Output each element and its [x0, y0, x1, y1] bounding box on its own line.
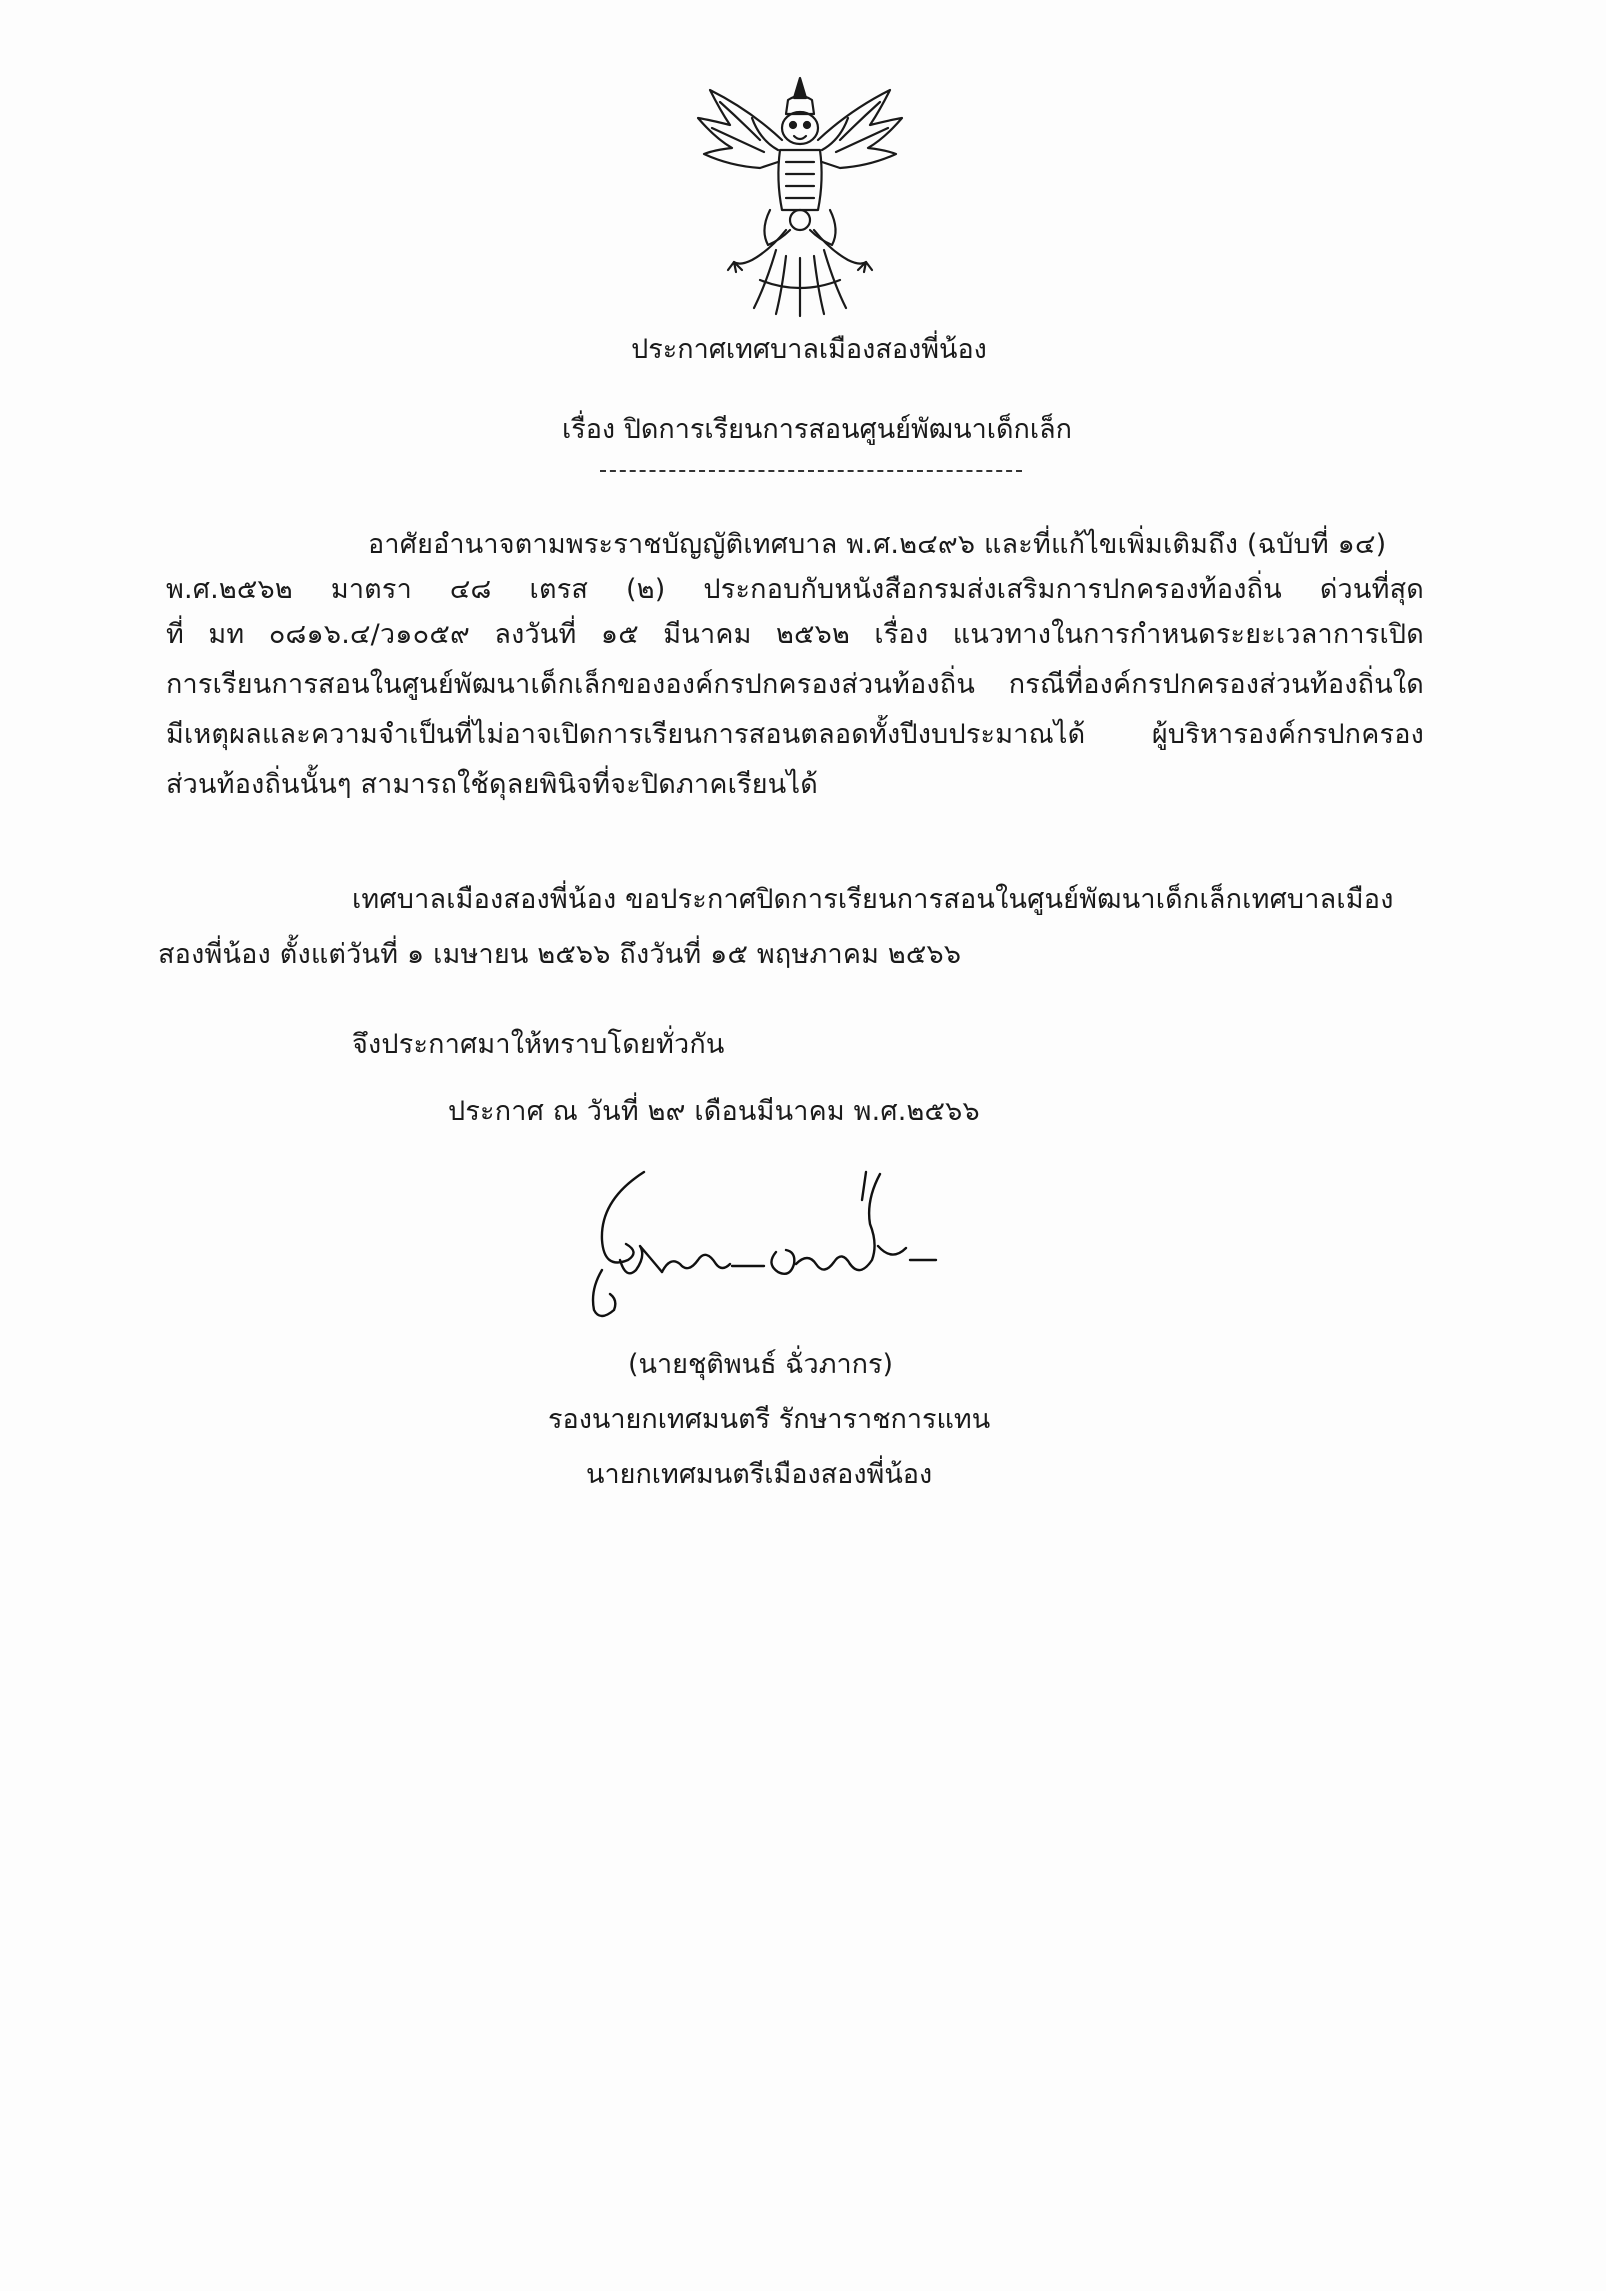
paragraph1-line-6: ส่วนท้องถิ่นนั้นๆ สามารถใช้ดุลยพินิจที่จะปิดภาคเรียนได้	[166, 769, 818, 800]
date-line: ประกาศ ณ วันที่ ๒๙ เดือนมีนาคม พ.ศ.๒๕๖๖	[448, 1096, 980, 1127]
paragraph2-line-1: เทศบาลเมืองสองพี่น้อง ขอประกาศปิดการเรียนการสอนในศูนย์พัฒนาเด็กเล็กเทศบาลเมือง	[352, 884, 1394, 915]
handwritten-signature	[580, 1160, 1020, 1330]
title-divider	[600, 470, 1022, 472]
paragraph1-line-4: การเรียนการสอนในศูนย์พัฒนาเด็กเล็กขององค์กรปกครองส่วนท้องถิ่น กรณีที่องค์กรปกครองส่วนท้องถิ่นใด	[166, 669, 1424, 700]
garuda-emblem-icon	[690, 70, 910, 320]
paragraph1-line-2: พ.ศ.๒๕๖๒ มาตรา ๔๘ เตรส (๒) ประกอบกับหนังสือกรมส่งเสริมการปกครองท้องถิ่น ด่วนที่สุด	[166, 574, 1424, 605]
signer-name: (นายชุติพนธ์ ฉั่วภากร)	[628, 1349, 894, 1380]
paragraph1-line-5: มีเหตุผลและความจำเป็นที่ไม่อาจเปิดการเรียนการสอนตลอดทั้งปีงบประมาณได้ ผู้บริหารองค์กรปกครอง	[166, 719, 1424, 750]
signer-position-2: นายกเทศมนตรีเมืองสองพี่น้อง	[586, 1459, 933, 1490]
paragraph2-line-2: สองพี่น้อง ตั้งแต่วันที่ ๑ เมษายน ๒๕๖๖ ถึงวันที่ ๑๕ พฤษภาคม ๒๕๖๖	[158, 939, 962, 970]
signer-position-1: รองนายกเทศมนตรี รักษาราชการแทน	[548, 1404, 991, 1435]
document-title: ประกาศเทศบาลเมืองสองพี่น้อง	[631, 334, 987, 365]
paragraph1-line-3: ที่ มท ๐๘๑๖.๔/ว๑๐๕๙ ลงวันที่ ๑๕ มีนาคม ๒๕๖๒ เรื่อง แนวทางในการกำหนดระยะเวลาการเปิด	[166, 619, 1424, 650]
document-subject: เรื่อง ปิดการเรียนการสอนศูนย์พัฒนาเด็กเล็ก	[561, 414, 1073, 445]
announce-line: จึงประกาศมาให้ทราบโดยทั่วกัน	[352, 1029, 725, 1060]
paragraph1-line-1: อาศัยอำนาจตามพระราชบัญญัติเทศบาล พ.ศ.๒๔๙๖ และที่แก้ไขเพิ่มเติมถึง (ฉบับที่ ๑๔)	[368, 529, 1387, 560]
